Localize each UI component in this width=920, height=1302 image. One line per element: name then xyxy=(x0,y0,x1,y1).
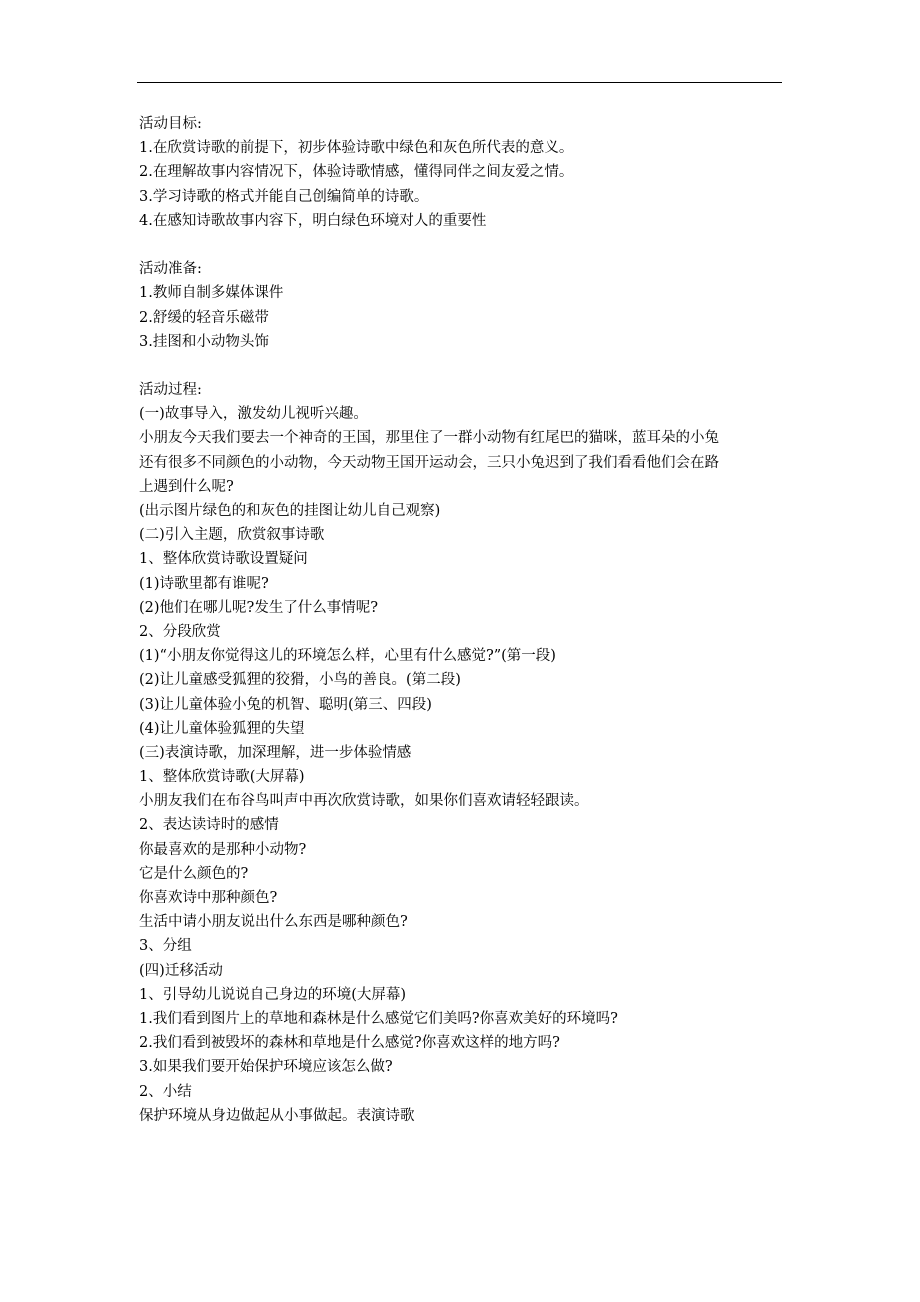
text-line: 你喜欢诗中那种颜色? xyxy=(139,890,278,906)
text-line: (二)引入主题，欣赏叙事诗歌 xyxy=(139,527,325,544)
text-line: 2.我们看到被毁坏的森林和草地是什么感觉?你喜欢这样的地方吗? xyxy=(139,1035,560,1052)
text-line: 1.在欣赏诗歌的前提下，初步体验诗歌中绿色和灰色所代表的意义。 xyxy=(139,140,574,157)
text-line: 1、整体欣赏诗歌设置疑问 xyxy=(139,551,308,568)
text-line: 1.教师自制多媒体课件 xyxy=(139,285,284,302)
text-line: 保护环境从身边做起从小事做起。表演诗歌 xyxy=(139,1107,415,1124)
text-line: 2、分段欣赏 xyxy=(139,623,221,640)
text-line: (出示图片绿色的和灰色的挂图让幼儿自己观察) xyxy=(139,503,441,519)
text-line: (2)让儿童感受狐狸的狡猾，小鸟的善良。(第二段) xyxy=(139,672,461,689)
text-line: (一)故事导入，激发幼儿视听兴趣。 xyxy=(139,406,368,423)
text-line: 1、引导幼儿说说自己身边的环境(大屏幕) xyxy=(139,986,407,1003)
text-line: 3.挂图和小动物头饰 xyxy=(139,333,269,350)
text-line: (4)让儿童体验狐狸的失望 xyxy=(139,720,305,737)
text-line: 生活中请小朋友说出什么东西是哪种颜色? xyxy=(139,914,408,931)
text-line: 还有很多不同颜色的小动物，今天动物王国开运动会，三只小兔迟到了我们看看他们会在路 xyxy=(139,454,719,471)
blank-line xyxy=(139,354,789,378)
text-line: 小朋友我们在布谷鸟叫声中再次欣赏诗歌，如果你们喜欢请轻轻跟读。 xyxy=(139,793,589,810)
text-line: 1.我们看到图片上的草地和森林是什么感觉它们美吗?你喜欢美好的环境吗? xyxy=(139,1010,618,1027)
text-line: 4.在感知诗歌故事内容下，明白绿色环境对人的重要性 xyxy=(139,212,487,229)
text-line: (1)“小朋友你觉得这儿的环境怎么样，心里有什么感觉?”(第一段) xyxy=(139,648,556,665)
text-line: 2.舒缓的轻音乐磁带 xyxy=(139,309,269,326)
document-body xyxy=(139,112,789,1128)
text-line: 它是什么颜色的? xyxy=(139,865,249,882)
text-line: 3、分组 xyxy=(139,938,192,955)
section-heading-preparation: 活动准备: xyxy=(139,261,202,278)
blank-line xyxy=(139,233,789,257)
section-heading-goals: 活动目标: xyxy=(139,116,202,132)
text-line: (1)诗歌里都有谁呢? xyxy=(139,575,269,592)
text-line: (三)表演诗歌，加深理解，进一步体验情感 xyxy=(139,744,412,761)
text-line: 小朋友今天我们要去一个神奇的王国，那里住了一群小动物有红尾巴的猫咪，蓝耳朵的小兔 xyxy=(139,430,719,447)
text-line: (2)他们在哪儿呢?发生了什么事情呢? xyxy=(139,599,379,616)
text-line: 1、整体欣赏诗歌(大屏幕) xyxy=(139,769,305,786)
text-line: 2、小结 xyxy=(139,1083,192,1100)
text-line: 你最喜欢的是那种小动物? xyxy=(139,841,307,858)
text-line: 3.学习诗歌的格式并能自己创编简单的诗歌。 xyxy=(139,188,429,205)
text-line: 2.在理解故事内容情况下，体验诗歌情感，懂得同伴之间友爱之情。 xyxy=(139,164,574,181)
section-heading-process: 活动过程: xyxy=(139,382,202,399)
text-line: (3)让儿童体验小兔的机智、聪明(第三、四段) xyxy=(139,696,432,713)
text-line: 上遇到什么呢? xyxy=(139,478,234,495)
header-rule xyxy=(137,82,782,83)
text-line: (四)迁移活动 xyxy=(139,962,223,979)
text-line: 3.如果我们要开始保护环境应该怎么做? xyxy=(139,1059,393,1076)
text-line: 2、表达读诗时的感情 xyxy=(139,817,279,834)
